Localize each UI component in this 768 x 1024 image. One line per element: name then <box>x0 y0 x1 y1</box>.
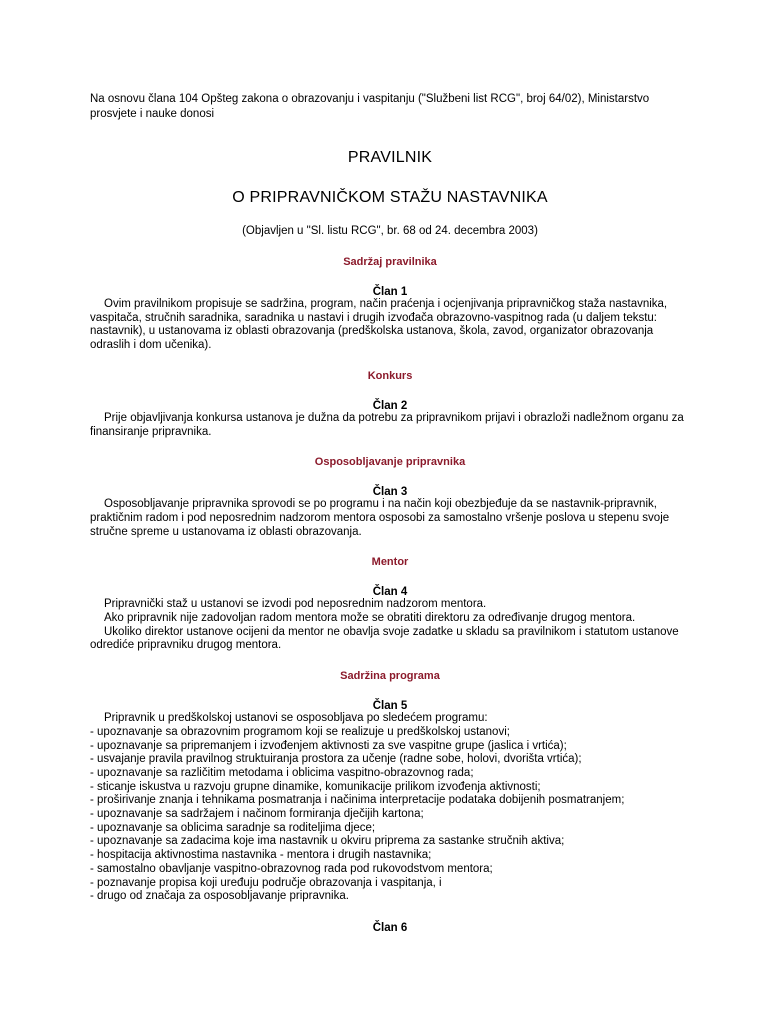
intro-paragraph: Na osnovu člana 104 Opšteg zakona o obrazovanju i vaspitanju ("Službeni list RCG", broj 64/02), Ministarstvo prosvjete i nauke donosi <box>90 93 650 120</box>
article-6-title: Član 6 <box>372 921 408 934</box>
program-item: - hospitacija aktivnostima nastavnika - mentora i drugih nastavnika; <box>90 849 432 862</box>
article-4-paragraph-2: Ako pripravnik nije zadovoljan radom mentora može se obratiti direktoru za određivanje drugog mentora. <box>104 612 636 625</box>
article-4-paragraph-3: Ukoliko direktor ustanove ocijeni da mentor ne obavlja svoje zadatke u skladu sa pravilnikom i statutom ustanove odrediće pripravniku drugog mentora. <box>90 625 679 652</box>
article-3-title: Član 3 <box>372 486 408 499</box>
program-item: - usvajanje pravila pravilnog struktuiranja prostora za učenje (radne sobe, holovi, dvorišta vrtića); <box>90 753 582 766</box>
article-3-text: Osposobljavanje pripravnika sprovodi se po programu i na način koji obezbjeđuje da se nastavnik-pripravnik, praktičnim radom i pod neposrednim nadzorom mentora osposobi za samostalno vršenje poslova u stepenu svoje stručne spreme u ustanovama iz oblasti obrazovanja. <box>90 498 670 538</box>
article-4-title: Član 4 <box>372 586 408 599</box>
article-4-paragraph-1: Pripravnički staž u ustanovi se izvodi pod neposrednim nadzorom mentora. <box>104 598 487 611</box>
program-item: - upoznavanje sa sadržajem i načinom formiranja dječijih kartona; <box>90 808 424 821</box>
document-title: PRAVILNIK <box>347 149 433 166</box>
section-heading-osposobljavanje: Osposobljavanje pripravnika <box>314 456 466 469</box>
article-5-lead: Pripravnik u predškolskoj ustanovi se osposobljava po sledećem programu: <box>104 712 488 725</box>
article-5-title: Član 5 <box>372 700 408 713</box>
program-item: - poznavanje propisa koji uređuju područje obrazovanja i vaspitanja, i <box>90 876 442 889</box>
document-subtitle: O PRIPRAVNIČKOM STAŽU NASTAVNIKA <box>232 189 548 206</box>
article-2-title: Član 2 <box>372 399 408 412</box>
section-heading-mentor: Mentor <box>371 556 409 569</box>
program-item: - upoznavanje sa oblicima saradnje sa roditeljima djece; <box>90 821 376 834</box>
article-1-text: Ovim pravilnikom propisuje se sadržina, program, način praćenja i ocjenjivanja pripravničkog staža nastavnika, vaspitača, stručnih saradnika, saradnika u nastavi i drugih izvođača obrazovno-vaspitnog rada (u daljem tekstu: nastavnik), u ustanovama iz oblasti obrazovanja (predškolska ustanova, škola, zavod, organizator obrazovanja odraslih i dom učenika). <box>90 298 668 352</box>
program-item: - proširivanje znanja i tehnikama posmatranja i načinima interpretacije podataka dobijenih posmatranjem; <box>90 794 625 807</box>
section-heading-konkurs: Konkurs <box>367 369 413 382</box>
program-item: - sticanje iskustva u razvoju grupne dinamike, komunikacije prilikom izvođenja aktivnosti; <box>90 780 541 793</box>
section-heading-sadrzaj: Sadržaj pravilnika <box>343 256 437 268</box>
program-item: - drugo od značaja za osposobljavanje pripravnika. <box>90 890 349 903</box>
publication-note: (Objavljen u "Sl. listu RCG", br. 68 od 24. decembra 2003) <box>242 225 538 237</box>
section-heading-sadrzina-programa: Sadržina programa <box>340 670 440 683</box>
document-page <box>90 92 690 934</box>
article-1-title: Član 1 <box>372 286 408 298</box>
program-item: - upoznavanje sa zadacima koje ima nastavnik u okviru priprema za sastanke stručnih aktiva; <box>90 835 565 848</box>
program-item: - upoznavanje sa pripremanjem i izvođenjem aktivnosti za sve vaspitne grupe (jaslica i vrtića); <box>90 739 567 752</box>
program-item: - samostalno obavljanje vaspitno-obrazovnog rada pod rukovodstvom mentora; <box>90 862 493 875</box>
program-item: - upoznavanje sa obrazovnim programom koji se realizuje u predškolskoj ustanovi; <box>90 725 510 738</box>
program-item: - upoznavanje sa različitim metodama i oblicima vaspitno-obrazovnog rada; <box>90 766 474 779</box>
article-2-text: Prije objavljivanja konkursa ustanova je dužna da potrebu za pripravnikom prijavi i obrazloži nadležnom organu za finansiranje pripravnika. <box>90 411 684 438</box>
